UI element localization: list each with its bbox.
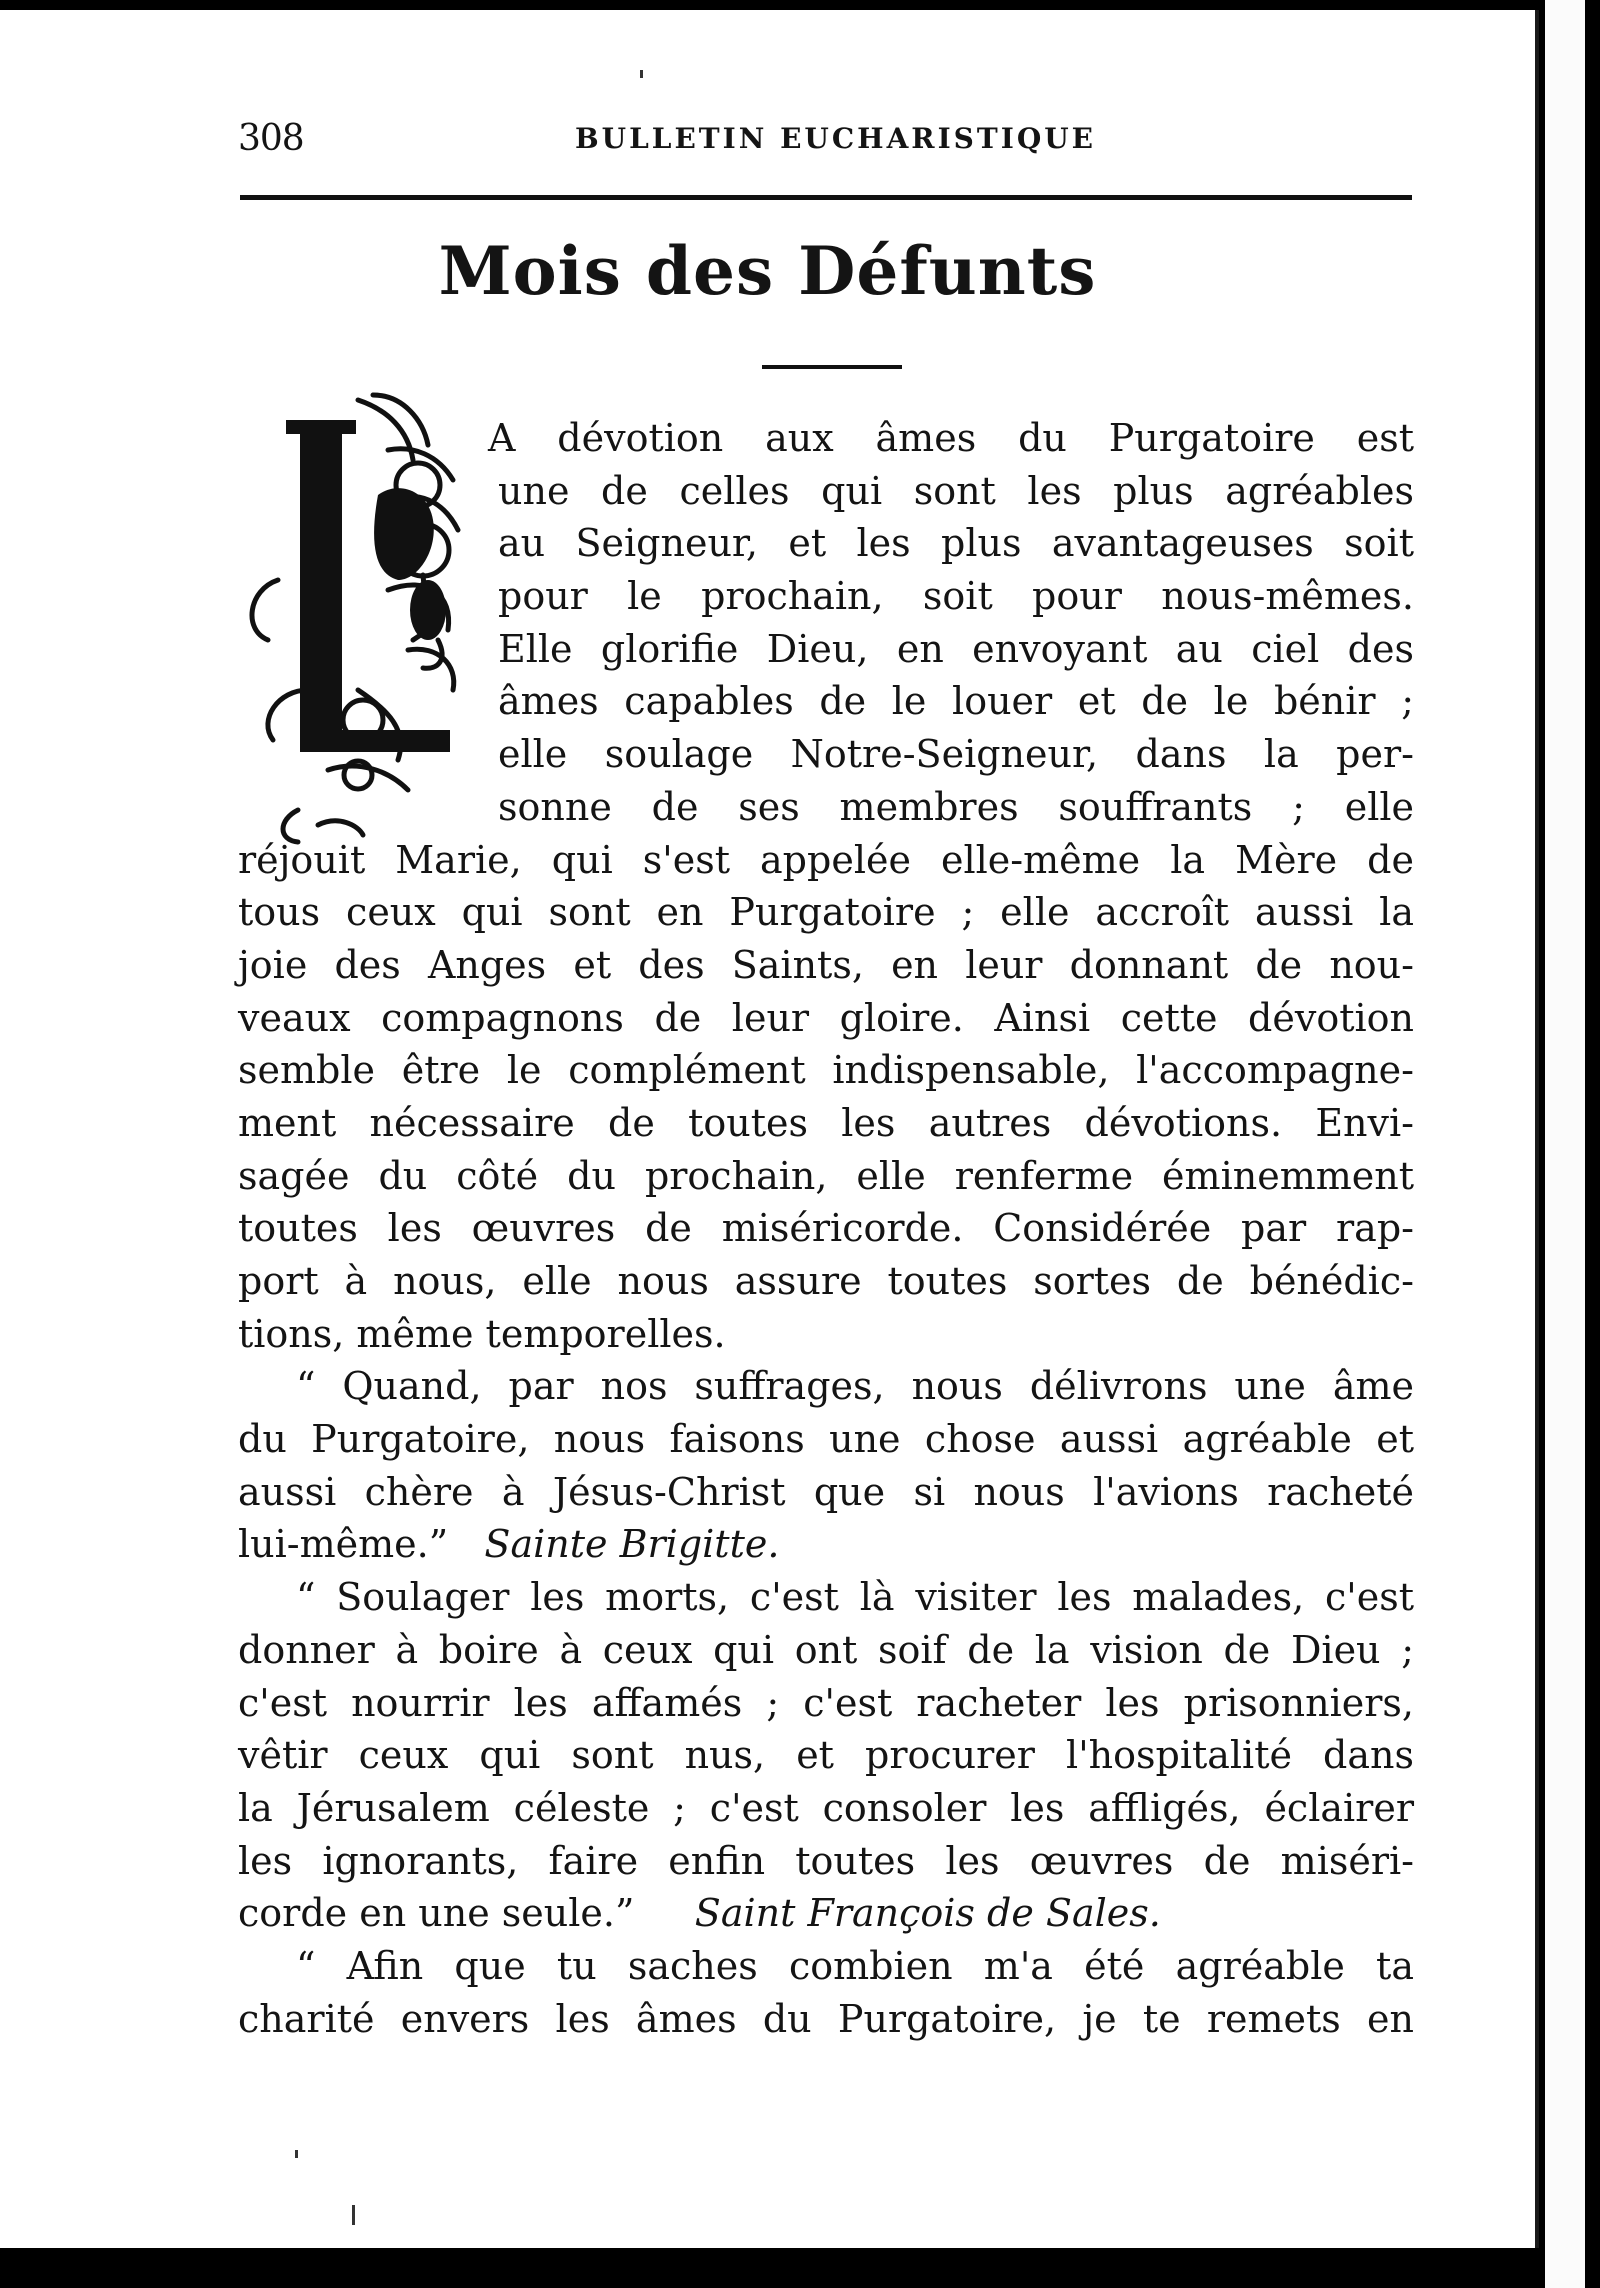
text-line: vêtir ceux qui sont nus, et procurer l'hospitalité dans (238, 1733, 1414, 1778)
article-body (238, 412, 1414, 2045)
text-line: du Purgatoire, nous faisons une chose aussi agréable et (238, 1417, 1414, 1462)
text-line: donner à boire à ceux qui ont soif de la vision de Dieu ; (238, 1627, 1414, 1672)
text-line: lui-même.” (238, 1522, 449, 1567)
text-line: toutes les œuvres de miséricorde. Considérée par rap- (238, 1206, 1414, 1251)
text-line: ment nécessaire de toutes les autres dévotions. Envi- (238, 1100, 1414, 1145)
text-line: réjouit Marie, qui s'est appelée elle-même la Mère de (238, 837, 1414, 882)
text-line: sagée du côté du prochain, elle renferme éminemment (238, 1153, 1414, 1198)
text-line: elle soulage Notre-Seigneur, dans la per- (498, 732, 1414, 777)
book-page (0, 10, 1539, 2248)
title-rule (762, 365, 902, 369)
text-line: “ Soulager les morts, c'est là visiter les malades, c'est (296, 1575, 1414, 1620)
text-line: veaux compagnons de leur gloire. Ainsi cette dévotion (238, 995, 1414, 1040)
text-line: âmes capables de le louer et de le bénir ; (498, 679, 1414, 724)
text-line: port à nous, elle nous assure toutes sortes de bénédic- (238, 1259, 1414, 1303)
quote-end-line (238, 1518, 1414, 1571)
text-line: semble être le complément indispensable, l'accompagne- (238, 1048, 1414, 1093)
text-line: A dévotion aux âmes du Purgatoire est (488, 416, 1414, 460)
text-line: charité envers les âmes du Purgatoire, je te remets en (238, 1996, 1414, 2041)
running-title: BULLETIN EUCHARISTIQUE (575, 122, 1096, 155)
text-line: corde en une seule.” (238, 1891, 635, 1936)
text-line: c'est nourrir les affamés ; c'est racheter les prisonniers, (238, 1680, 1414, 1725)
quote-end-line (238, 1887, 1414, 1940)
text-line: la Jérusalem céleste ; c'est consoler les affligés, éclairer (238, 1785, 1414, 1830)
text-line: aussi chère à Jésus-Christ que si nous l'avions racheté (238, 1469, 1414, 1514)
attribution-sainte-brigitte: Sainte Brigitte. (484, 1522, 780, 1567)
text-line: tions, même temporelles. (238, 1311, 726, 1356)
text-line: “ Afin que tu saches combien m'a été agréable ta (296, 1943, 1414, 1988)
header-rule (240, 195, 1412, 200)
text-line: sonne de ses membres souffrants ; elle (498, 784, 1414, 829)
scan-speck (352, 2205, 355, 2225)
text-line: tous ceux qui sont en Purgatoire ; elle accroît aussi la (238, 890, 1414, 935)
text-line: joie des Anges et des Saints, en leur donnant de nou- (238, 942, 1414, 987)
text-line: Elle glorifie Dieu, en envoyant au ciel des (498, 626, 1414, 671)
text-line: une de celles qui sont les plus agréables (498, 468, 1414, 513)
text-line: les ignorants, faire enfin toutes les œuvres de miséri- (238, 1838, 1414, 1883)
scan-speck (295, 2150, 298, 2158)
page-number: 308 (238, 118, 304, 159)
adjacent-page-edge (1545, 0, 1585, 2288)
attribution-saint-francois-de-sales: Saint François de Sales. (694, 1891, 1161, 1936)
text-line: pour le prochain, soit pour nous-mêmes. (498, 574, 1414, 619)
text-line: “ Quand, par nos suffrages, nous délivrons une âme (296, 1364, 1414, 1409)
article-title: Mois des Défunts (438, 232, 1097, 310)
scan-speck (640, 70, 643, 78)
text-line: au Seigneur, et les plus avantageuses soit (498, 521, 1414, 566)
